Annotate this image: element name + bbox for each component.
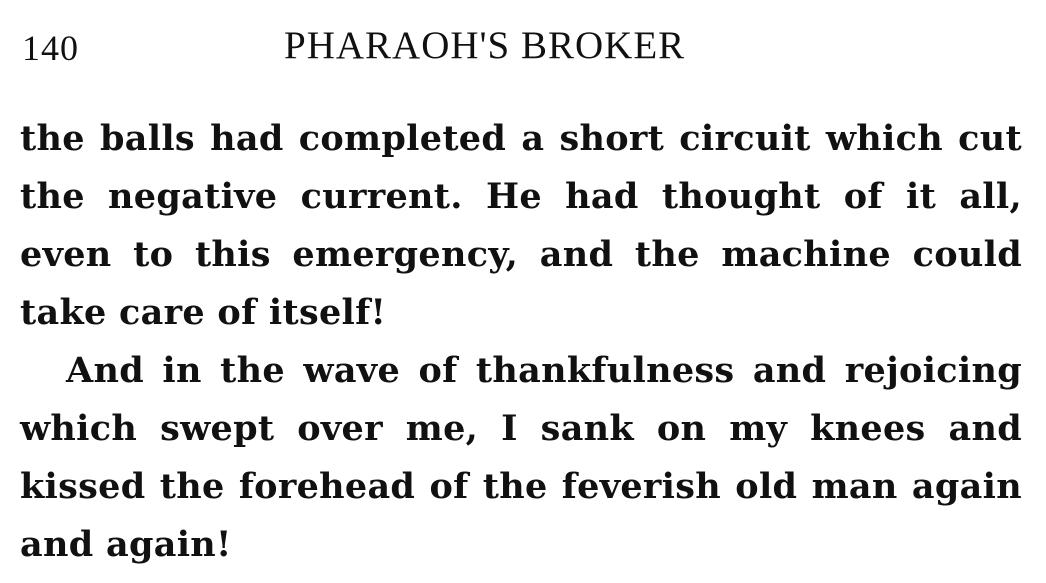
paragraph-1 [20,110,1022,342]
text-line: which swept over me, I sank on my knees and [20,408,1022,449]
text-line: and again! [20,524,232,565]
text-line: the negative current. He had thought of it all, [20,176,1022,217]
text-line: the balls had completed a short circuit which cut [20,118,1022,159]
text-line: take care of itself! [20,292,387,333]
paragraph-2 [20,342,1022,574]
text-line: even to this emergency, and the machine could [20,234,1022,275]
text-line: And in the wave of thankfulness and rejoicing [66,350,1022,391]
text-line: kissed the forehead of the feverish old man again [20,466,1022,507]
page-number: 140 [22,28,79,68]
running-title: PHARAOH'S BROKER [284,24,686,67]
body-text [20,110,1022,574]
page-header [22,22,1022,72]
